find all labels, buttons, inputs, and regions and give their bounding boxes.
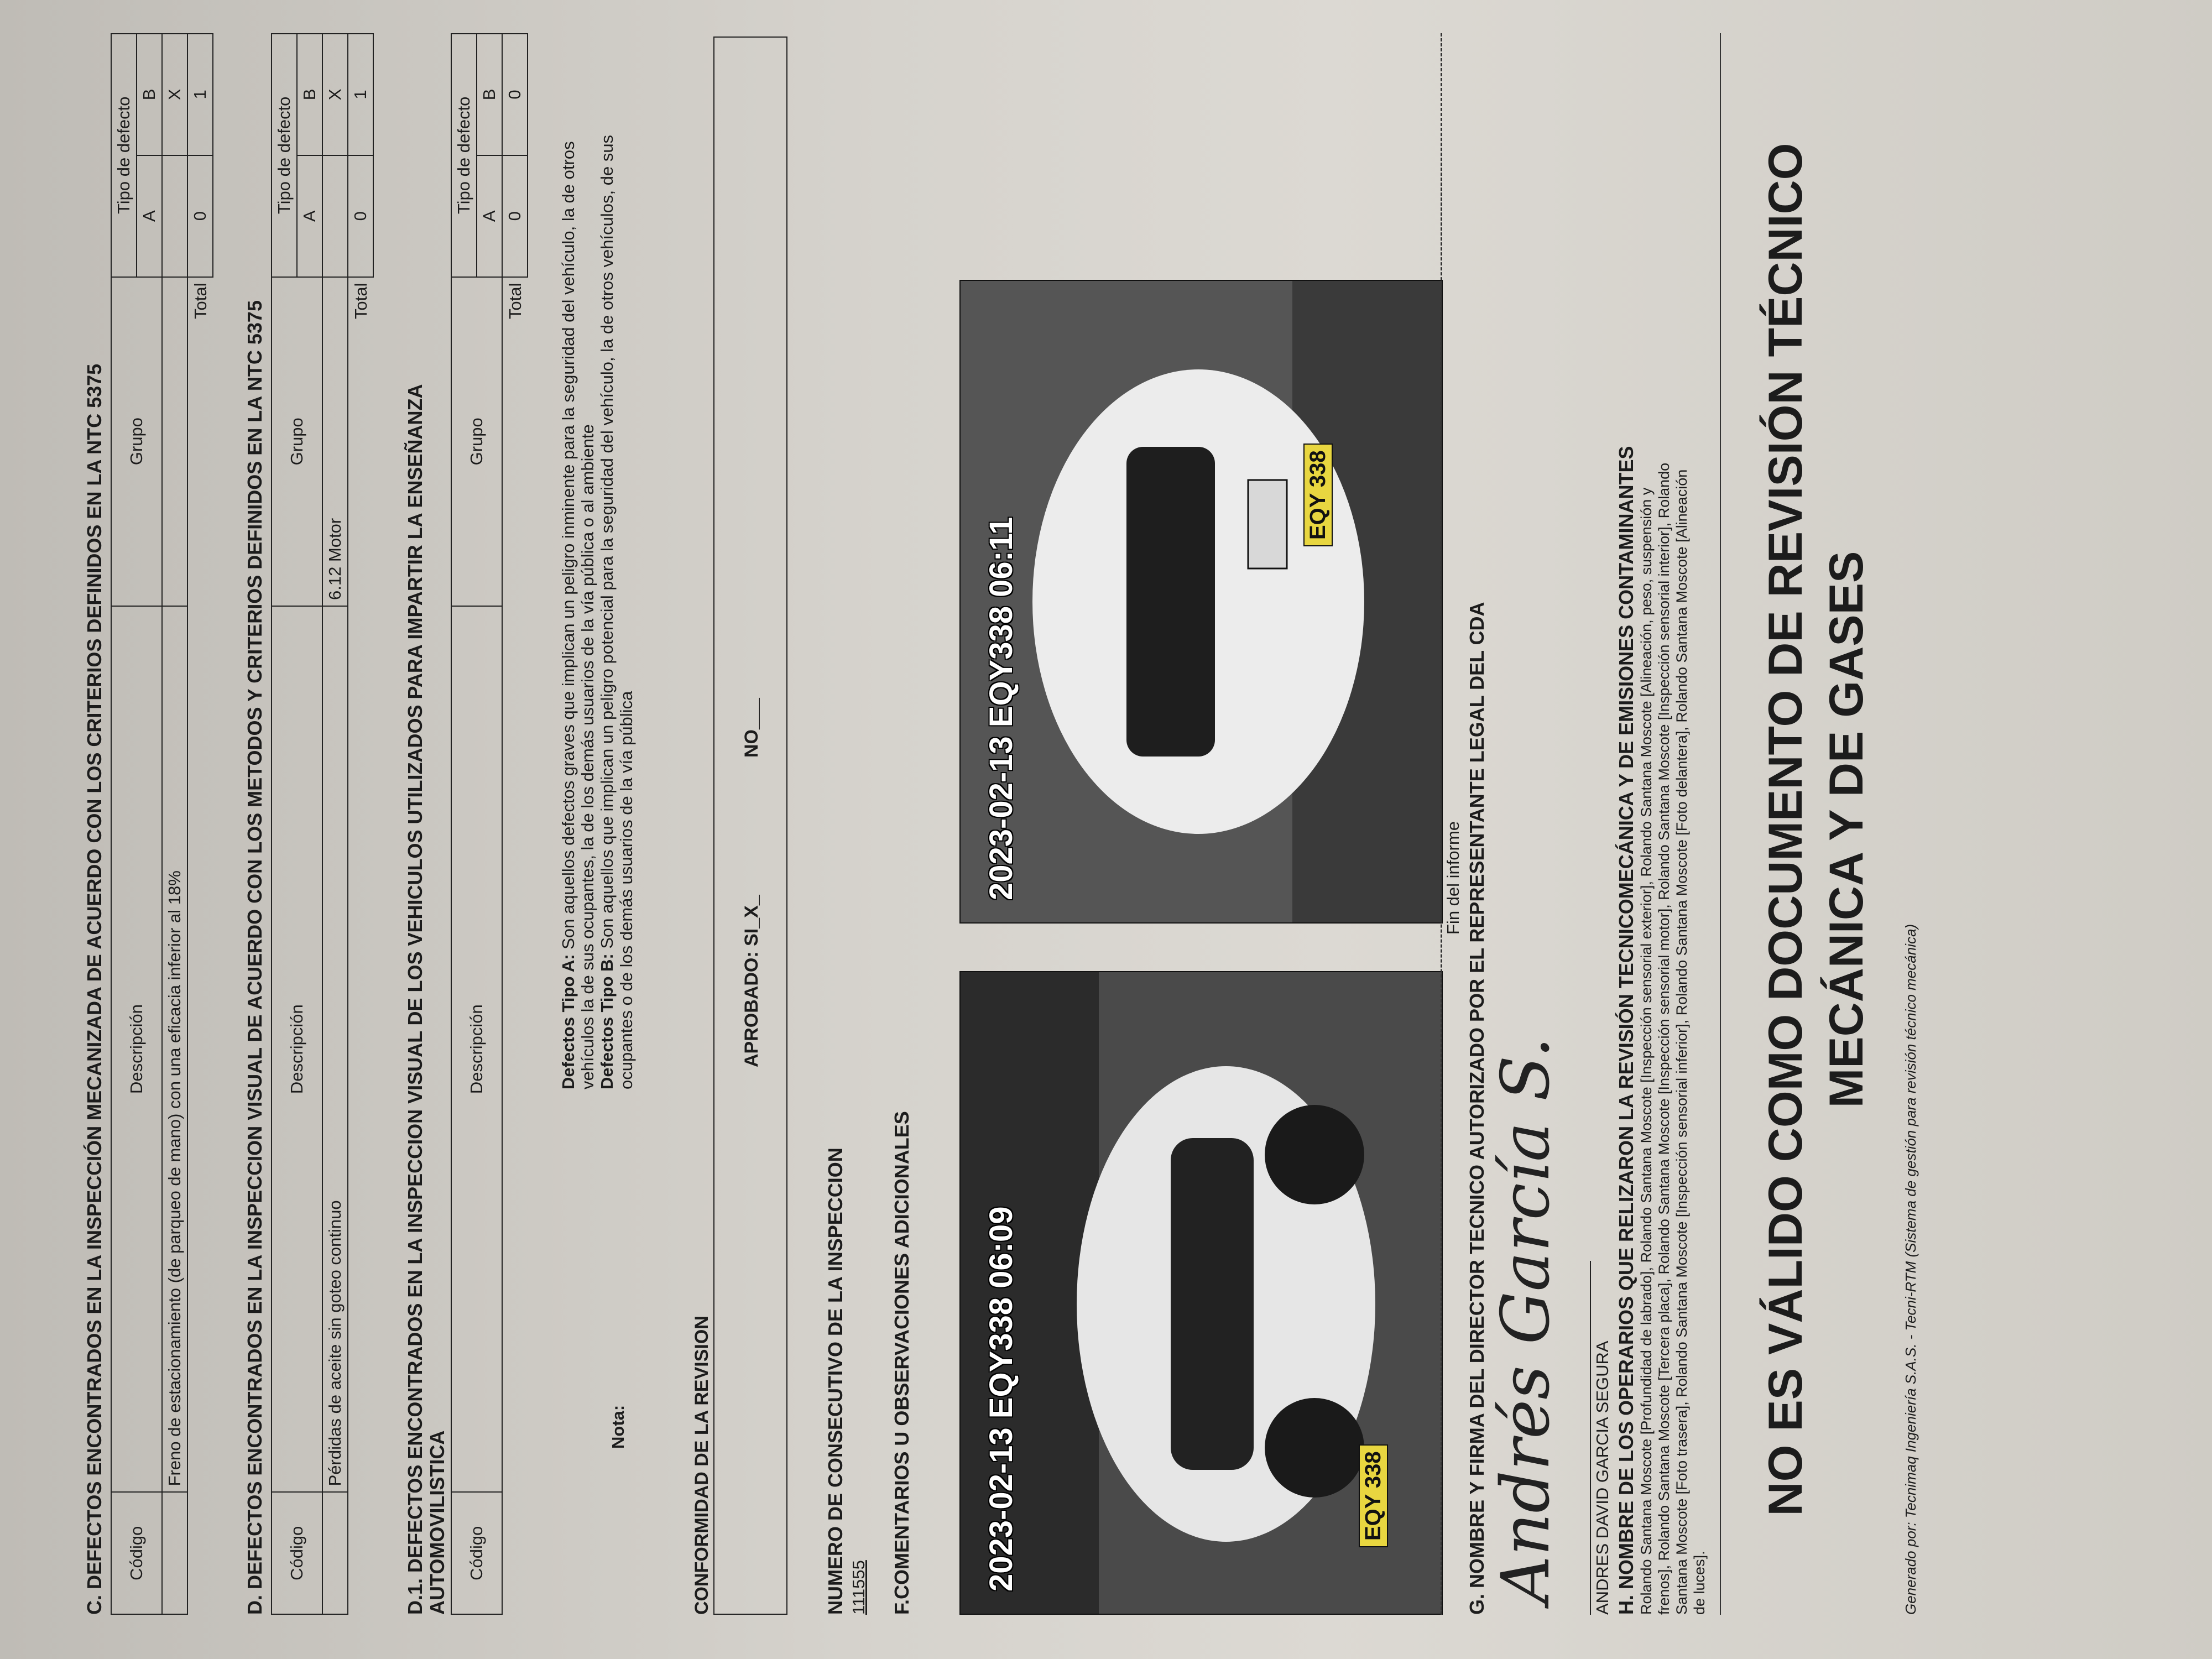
section-g-title: G. NOMBRE Y FIRMA DEL DIRECTOR TECNICO AUTORIZADO POR EL REPRESENTANTE LEGAL DEL CDA — [1465, 602, 1488, 1615]
tipo-b-label: Defectos Tipo B: — [597, 953, 617, 1089]
total-b: 0 — [502, 34, 528, 155]
header-a: A — [477, 155, 502, 277]
section-d1-title: D.1. DEFECTOS ENCONTRADOS EN LA INSPECCION VISUAL DE LOS VEHICULOS UTILIZADOS PARA IMPARTIR LA ENSEÑANZA — [404, 384, 426, 1615]
header-tipo: Tipo de defecto — [111, 34, 137, 277]
total-b: 1 — [187, 34, 213, 155]
invalid-warning-line2: MECÁNICA Y DE GASES — [1820, 551, 1873, 1108]
row-a — [322, 155, 348, 277]
car-rear-image — [961, 281, 1442, 922]
header-a: A — [297, 155, 322, 277]
conformidad-title: CONFORMIDAD DE LA REVISION — [691, 1316, 712, 1615]
header-b: B — [137, 34, 162, 155]
nota-tipo-b-line2: ocupantes o de los demás usuarios de la vía pública — [617, 691, 636, 1089]
vehicle-photo-rear — [959, 280, 1443, 924]
total-label: Total — [351, 283, 371, 320]
section-d1-table — [451, 33, 528, 1615]
director-signature: Andrés García S. — [1488, 1037, 1564, 1604]
operarios-line1: Rolando Santana Moscote [Profundidad de labrado], Rolando Santana Moscote [Inspección sensorial exterior], Rolando Santana Moscote [Alineación, peso, suspensión y — [1638, 487, 1655, 1615]
section-c-table — [111, 33, 213, 1615]
total-b: 1 — [348, 34, 373, 155]
row-grupo — [162, 277, 187, 606]
header-codigo: Código — [272, 1492, 322, 1614]
header-tipo: Tipo de defecto — [451, 34, 477, 277]
row-codigo — [162, 1492, 187, 1614]
divider — [1720, 33, 1721, 1615]
nota-label: Nota: — [608, 1405, 628, 1449]
total-label: Total — [190, 283, 210, 320]
footer-generated-by: Generado por: Tecnimaq Ingeniería S.A.S. - Tecni-RTM (Sistema de gestión para revisión técnico mecánica) — [1902, 924, 1919, 1615]
section-c-title: C. DEFECTOS ENCONTRADOS EN LA INSPECCIÓN MECANIZADA DE ACUERDO CON LOS CRITERIOS DEFINIDOS EN LA NTC 5375 — [83, 363, 106, 1615]
comentarios-title: F.COMENTARIOS U OBSERVACIONES ADICIONALES — [890, 1111, 913, 1615]
invalid-warning-line1: NO ES VÁLIDO COMO DOCUMENTO DE REVISIÓN TÉCNICO — [1759, 143, 1812, 1516]
director-name: ANDRES DAVID GARCIA SEGURA — [1593, 1340, 1612, 1615]
license-plate: EQY 338 — [1303, 444, 1333, 546]
tipo-a-text: Son aquellos defectos graves que implican un peligro inminente para la seguridad del vehículo, la de otros — [559, 141, 578, 954]
consecutivo-value: 111555 — [849, 1560, 868, 1615]
row-descripcion: Pérdidas de aceite sin goteo continuo — [322, 606, 348, 1492]
header-b: B — [297, 34, 322, 155]
header-codigo: Código — [111, 1492, 162, 1614]
header-descripcion: Descripción — [451, 606, 502, 1492]
row-a — [162, 155, 187, 277]
section-h-title: H. NOMBRE DE LOS OPERARIOS QUE RELIZARON LA REVISIÓN TECNICOMECÁNICA Y DE EMISIONES CONTAMINANTES — [1615, 446, 1637, 1615]
row-grupo: 6.12 Motor — [322, 277, 348, 606]
fin-del-informe: Fin del informe — [1443, 821, 1463, 935]
vehicle-photo-front — [959, 971, 1443, 1615]
signature-line — [1590, 1261, 1591, 1615]
nota-tipo-a — [559, 141, 578, 1089]
nota-tipo-b — [597, 135, 617, 1089]
row-b: X — [322, 34, 348, 155]
conformidad-box — [713, 36, 787, 1615]
aprobado-si: APROBADO: SI_X_ — [741, 895, 762, 1067]
total-a: 0 — [187, 155, 213, 277]
header-grupo: Grupo — [272, 277, 322, 606]
header-descripcion: Descripción — [272, 606, 322, 1492]
row-descripcion: Freno de estacionamiento (de parqueo de mano) con una eficacia inferior al 18% — [162, 606, 187, 1493]
divider — [1441, 33, 1442, 1615]
section-d1-title-line2: AUTOMOVILISTICA — [426, 1430, 448, 1615]
aprobado-no: NO___ — [741, 698, 762, 758]
tipo-b-text: Son aquellos que implican un peligro potencial para la seguridad del vehículo, la de otros vehículos, de sus — [597, 134, 617, 954]
section-d-title: D. DEFECTOS ENCONTRADOS EN LA INSPECCION VISUAL DE ACUERDO CON LOS METODOS Y CRITERIOS DEFINIDOS EN LA NTC 5375 — [243, 300, 266, 1615]
nota-tipo-a-line2: vehículos la de sus ocupantes, la de los demás usuarios de la vía pública o al ambiente — [578, 424, 597, 1089]
header-tipo: Tipo de defecto — [272, 34, 297, 277]
total-a: 0 — [502, 155, 528, 277]
operarios-line2: frenos], Rolando Santana Moscote [Tercera placa], Rolando Santana Moscote [Inspección sensorial motor], Rolando Santana Moscote [Inspección sensorial interior], Rolando — [1656, 462, 1672, 1615]
header-descripcion: Descripción — [111, 606, 162, 1493]
header-b: B — [477, 34, 502, 155]
section-d-table — [271, 33, 374, 1615]
total-a: 0 — [348, 155, 373, 277]
photo-timestamp: 2023-02-13 EQY338 06:11 — [983, 517, 1019, 900]
operarios-line4: de luces]. — [1691, 1551, 1708, 1615]
operarios-line3: Santana Moscote [Foto trasera], Rolando Santana Moscote [Inspección sensorial inferior], Rolando Santana Moscote [Foto delantera], Rolando Santana Moscote [Alineación — [1673, 469, 1690, 1615]
total-label: Total — [505, 283, 525, 320]
row-b: X — [162, 34, 187, 155]
consecutivo-title: NUMERO DE CONSECUTIVO DE LA INSPECCION — [824, 1147, 847, 1615]
tipo-a-label: Defectos Tipo A: — [559, 954, 578, 1089]
header-grupo: Grupo — [111, 277, 162, 606]
license-plate: EQY 338 — [1359, 1444, 1388, 1547]
header-a: A — [137, 155, 162, 277]
row-codigo — [322, 1492, 348, 1614]
header-grupo: Grupo — [451, 277, 502, 606]
header-codigo: Código — [451, 1492, 502, 1614]
photo-timestamp: 2023-02-13 EQY338 06:09 — [983, 1206, 1019, 1592]
